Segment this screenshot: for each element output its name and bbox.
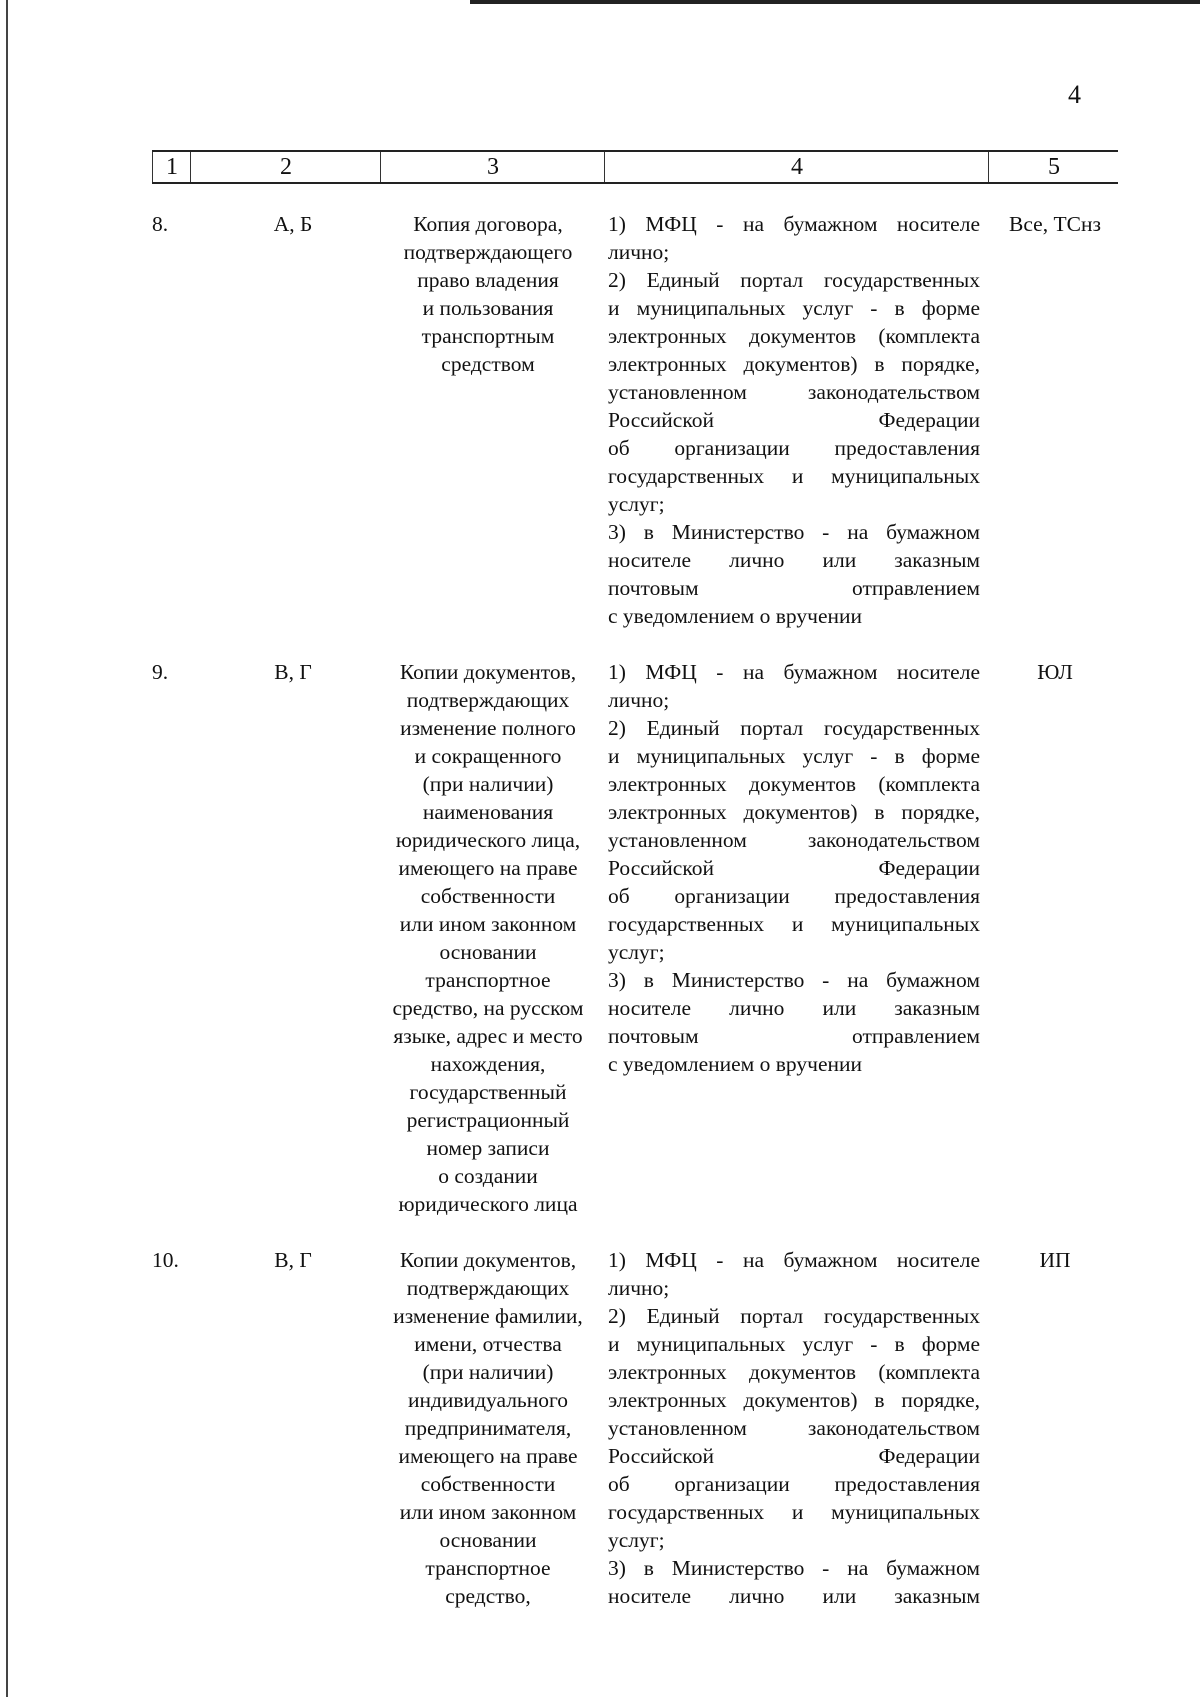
table-header [152,150,1118,184]
document-category: В, Г [274,660,312,684]
document-name [378,210,598,378]
submission-method-line: 1) МФЦ - на бумажном носителе [608,1248,980,1272]
submission-method-line: носителе лично или заказным [608,996,980,1020]
submission-method-line: лично; [608,1276,670,1300]
submission-method-line: электронных документов) в порядке, [608,800,980,824]
header-col-2: 2 [190,152,381,182]
document-name [378,658,598,1218]
submission-method-line: 1) МФЦ - на бумажном носителе [608,660,980,684]
submission-method-line: Российской Федерации [608,856,980,880]
submission-method-line: с уведомлением о вручении [608,604,863,628]
submission-method-line: электронных документов (комплекта [608,772,980,796]
submission-method [608,658,980,1078]
submission-method-line: почтовым отправлением [608,1024,980,1048]
row-number: 9. [152,660,169,684]
submission-method-line: носителе лично или заказным [608,548,980,572]
document-name-line: индивидуального [407,1388,569,1412]
document-category: А, Б [273,212,313,236]
submission-method-line: об организации предоставления [608,1472,980,1496]
submission-method-line: государственных и муниципальных [608,464,980,488]
submission-method-line: электронных документов) в порядке, [608,1388,980,1412]
submission-method-line: электронных документов (комплекта [608,1360,980,1384]
submission-method-line: об организации предоставления [608,884,980,908]
header-col-3: 3 [380,152,605,182]
document-name-line: наименования [422,800,554,824]
document-name-line: имеющего на праве [398,856,578,880]
submission-method-line: и муниципальных услуг - в форме [608,744,980,768]
document-name-line: и сокращенного [414,744,562,768]
submission-method-line: и муниципальных услуг - в форме [608,296,980,320]
submission-method-line: установленном законодательством [608,828,980,852]
document-name-line: имеющего на праве [398,1444,578,1468]
submission-method-line: государственных и муниципальных [608,1500,980,1524]
document-name-line: средство, на русском [392,996,584,1020]
submission-method [608,1246,980,1610]
document-name-line: Копии документов, [399,660,577,684]
submission-method-line: услуг; [608,940,665,964]
submission-method-line: Российской Федерации [608,1444,980,1468]
document-name-line: (при наличии) [422,772,554,796]
submission-method-line: об организации предоставления [608,436,980,460]
document-name-line: основании [439,940,537,964]
submission-method-line: Российской Федерации [608,408,980,432]
applicant-type: ЮЛ [1037,660,1073,684]
page-number: 4 [1068,80,1081,109]
document-name-line: о создании [438,1164,538,1188]
document-name-line: государственный [409,1080,567,1104]
submission-method-line: услуг; [608,1528,665,1552]
submission-method-line: 3) в Министерство - на бумажном [608,968,980,992]
submission-method-line: 2) Единый портал государственных [608,1304,980,1328]
document-name-line: Копии документов, [399,1248,577,1272]
document-name-line: предпринимателя, [404,1416,572,1440]
document-name-line: имени, отчества [414,1332,562,1356]
document-name-line: право владения [417,268,559,292]
submission-method-line: установленном законодательством [608,1416,980,1440]
submission-method-line: лично; [608,688,670,712]
document-name-line: или ином законном [399,912,577,936]
submission-method [608,210,980,630]
document-name-line: основании [439,1528,537,1552]
document-name-line: изменение полного [400,716,576,740]
document-name-line: подтверждающего [403,240,573,264]
submission-method-line: 3) в Министерство - на бумажном [608,1556,980,1580]
submission-method-line: почтовым отправлением [608,576,980,600]
document-name-line: (при наличии) [422,1360,554,1384]
submission-method-line: государственных и муниципальных [608,912,980,936]
document-name-line: средство, [445,1584,531,1608]
submission-method-line: носителе лично или заказным [608,1584,980,1608]
document-name-line: транспортное [425,968,551,992]
document-name-line: или ином законном [399,1500,577,1524]
applicant-type: Все, ТСнз [1009,212,1101,236]
document-name-line: и пользования [422,296,554,320]
header-col-5: 5 [988,152,1119,182]
document-name-line: подтверждающих [406,688,570,712]
submission-method-line: электронных документов (комплекта [608,324,980,348]
submission-method-line: 3) в Министерство - на бумажном [608,520,980,544]
submission-method-line: лично; [608,240,670,264]
submission-method-line: 2) Единый портал государственных [608,268,980,292]
document-name-line: юридического лица, [395,828,581,852]
document-name-line: собственности [420,1472,556,1496]
scan-edge-left [6,0,8,1697]
header-col-1: 1 [152,152,191,182]
document-name-line: юридического лица [398,1192,578,1216]
document-name-line: регистрационный [406,1108,570,1132]
submission-method-line: услуг; [608,492,665,516]
submission-method-line: и муниципальных услуг - в форме [608,1332,980,1356]
document-name-line: Копия договора, [413,212,563,236]
submission-method-line: с уведомлением о вручении [608,1052,863,1076]
document-name-line: подтверждающих [406,1276,570,1300]
header-col-4: 4 [604,152,989,182]
submission-method-line: 1) МФЦ - на бумажном носителе [608,212,980,236]
applicant-type: ИП [1039,1248,1071,1272]
document-name-line: изменение фамилии, [393,1304,583,1328]
document-name-line: транспортное [425,1556,551,1580]
submission-method-line: установленном законодательством [608,380,980,404]
document-name-line: собственности [420,884,556,908]
document-name [378,1246,598,1610]
row-number: 8. [152,212,169,236]
scan-edge-top [470,0,1200,4]
submission-method-line: электронных документов) в порядке, [608,352,980,376]
document-name-line: средством [441,352,535,376]
document-name-line: транспортным [421,324,555,348]
row-number: 10. [152,1248,179,1272]
document-name-line: языке, адрес и место [393,1024,583,1048]
document-category: В, Г [274,1248,312,1272]
submission-method-line: 2) Единый портал государственных [608,716,980,740]
document-name-line: нахождения, [430,1052,546,1076]
document-name-line: номер записи [426,1136,550,1160]
